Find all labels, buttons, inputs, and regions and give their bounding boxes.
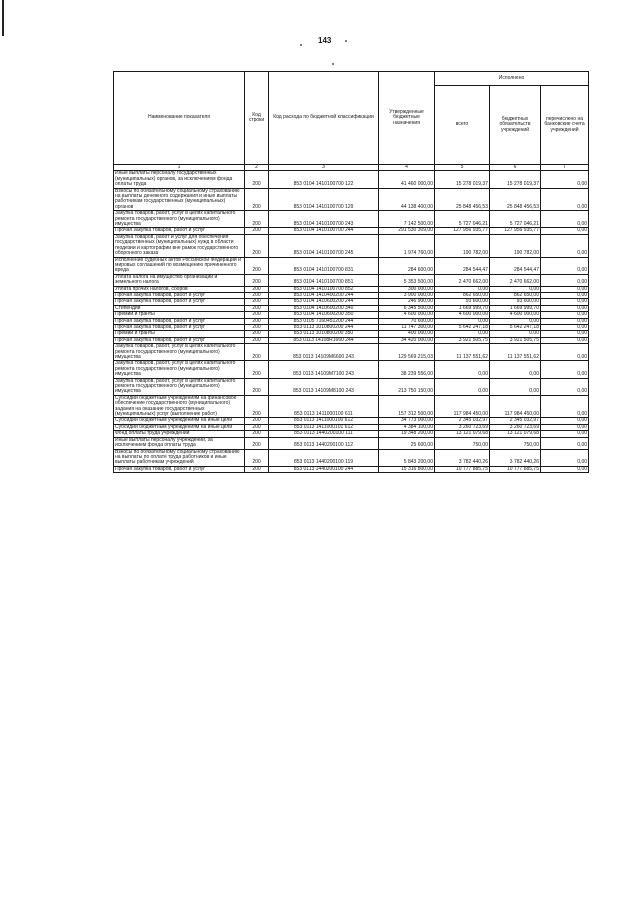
row-line-code: 200 — [245, 431, 269, 437]
row-expense-code: 853 0104 1410100700 243 — [269, 211, 379, 228]
row-expense-code: 853 0104 1410100700 852 — [269, 286, 379, 292]
row-name: Взносы по обязательному социальному страхованию на выплаты денежного содержания и иные выплаты работникам государственных (муниципальных) органов — [114, 188, 245, 211]
column-number: 6 — [490, 165, 541, 171]
row-line-code: 200 — [245, 305, 269, 311]
row-name: Иные выплаты персоналу учреждений, за исключением фонда оплаты труда — [114, 437, 245, 449]
row-total: 5 642 247,18 — [435, 324, 490, 330]
row-expense-code: 853 0104 1410600200 340 — [269, 305, 379, 311]
row-total: 10 777 885,75 — [435, 466, 490, 472]
row-budget-obligations: 284 544,47 — [490, 257, 541, 274]
row-approved: 15 316 800,00 — [379, 466, 435, 472]
row-expense-code: 853 0113 14109М7100 243 — [269, 361, 379, 378]
row-name: Фонд оплаты труда учреждений — [114, 431, 245, 437]
row-bank-accounts: 0,00 — [541, 344, 589, 361]
table-row — [114, 234, 589, 257]
column-number: 1 — [114, 165, 245, 171]
row-approved: 19 348 200,00 — [379, 431, 435, 437]
row-expense-code: 853 0104 1410600200 350 — [269, 312, 379, 318]
row-budget-obligations: 0,00 — [490, 318, 541, 324]
row-approved: 41 460 000,00 — [379, 171, 435, 188]
table-row — [114, 274, 589, 286]
row-name: Закупка товаров, работ, услуг в целях капитального ремонта государственного (муниципального) имущества — [114, 361, 245, 378]
row-name: Прочая закупка товаров, работ и услуг — [114, 228, 245, 234]
column-number: 5 — [435, 165, 490, 171]
row-bank-accounts: 0,00 — [541, 228, 589, 234]
header-approved: Утвержденные бюджетные назначения — [379, 72, 435, 165]
row-expense-code: 853 0104 1410600200 244 — [269, 299, 379, 305]
header-bank-accounts: перечислено на банковские счета учреждений — [541, 86, 589, 165]
row-name: Прочая закупка товаров, работ и услуг — [114, 318, 245, 324]
row-approved: 70 600,00 — [379, 318, 435, 324]
row-name: Прочая закупка товаров, работ и услуг — [114, 324, 245, 330]
header-budget-obligations: бюджетных обязательств учреждений — [490, 86, 541, 165]
row-approved: 25 600,00 — [379, 437, 435, 449]
row-bank-accounts: 0,00 — [541, 257, 589, 274]
row-approved: 7 142 500,00 — [379, 211, 435, 228]
row-expense-code: 853 0104 1410400200 244 — [269, 292, 379, 298]
row-line-code: 200 — [245, 418, 269, 424]
row-total: 284 544,47 — [435, 257, 490, 274]
table-row — [114, 361, 589, 378]
row-total: 3 921 505,75 — [435, 337, 490, 343]
row-total: 11 137 551,62 — [435, 344, 490, 361]
row-approved: 11 747 300,00 — [379, 324, 435, 330]
row-budget-obligations: 3 260 723,69 — [490, 424, 541, 430]
page-number: 143 — [318, 36, 332, 45]
row-expense-code: 853 0104 1410100700 831 — [269, 257, 379, 274]
row-bank-accounts: 0,00 — [541, 171, 589, 188]
row-expense-code: 853 0113 1411000100 612 — [269, 418, 379, 424]
row-budget-obligations: 190 782,00 — [490, 234, 541, 257]
row-total: 117 984 450,00 — [435, 395, 490, 418]
row-total: 0,00 — [435, 361, 490, 378]
row-expense-code: 853 0113 14109М8100 243 — [269, 378, 379, 395]
row-expense-code: 853 0104 1410100700 129 — [269, 188, 379, 211]
row-total: 93 600,00 — [435, 299, 490, 305]
row-total: 13 121 079,68 — [435, 431, 490, 437]
row-expense-code: 853 0113 1440200100 244 — [269, 466, 379, 472]
row-expense-code: 853 0113 14108R1660 244 — [269, 337, 379, 343]
table-row — [114, 449, 589, 466]
row-line-code: 200 — [245, 331, 269, 337]
row-name: Прочая закупка товаров, работ и услуг — [114, 466, 245, 472]
row-name: Субсидии бюджетным учреждениям на иные цели — [114, 424, 245, 430]
row-bank-accounts: 0,00 — [541, 286, 589, 292]
row-approved: 246 900,00 — [379, 299, 435, 305]
scan-speck — [332, 63, 334, 65]
row-total: 0,00 — [435, 318, 490, 324]
row-line-code: 200 — [245, 188, 269, 211]
row-name: Закупка товаров, работ, услуг в целях капитального ремонта государственного (муниципального) имущества — [114, 344, 245, 361]
row-approved: 1 974 760,00 — [379, 234, 435, 257]
row-approved: 6 345 500,00 — [379, 305, 435, 311]
row-line-code: 200 — [245, 274, 269, 286]
row-budget-obligations: 0,00 — [490, 331, 541, 337]
row-bank-accounts: 0,00 — [541, 211, 589, 228]
row-line-code: 200 — [245, 286, 269, 292]
row-budget-obligations: 117 984 450,00 — [490, 395, 541, 418]
row-name: Стипендии — [114, 305, 245, 311]
row-expense-code: 853 0113 1010800200 244 — [269, 324, 379, 330]
row-total: 862 650,00 — [435, 292, 490, 298]
row-bank-accounts: 0,00 — [541, 337, 589, 343]
row-approved: 3 900 000,00 — [379, 292, 435, 298]
row-budget-obligations: 1 669 999,70 — [490, 305, 541, 311]
row-bank-accounts: 0,00 — [541, 449, 589, 466]
row-expense-code: 853 0104 1410100700 244 — [269, 228, 379, 234]
row-name: Закупка товаров, работ и услуг для обеспечения государственных (муниципальных) нужд в области геодезии и картографии вне рамок государственного оборонного заказа — [114, 234, 245, 257]
row-name: Субсидии бюджетным учреждениям на иные цели — [114, 418, 245, 424]
table-row — [114, 395, 589, 418]
header-total: всего — [435, 86, 490, 165]
row-budget-obligations: 3 921 505,75 — [490, 337, 541, 343]
header-name: Наименование показателя — [114, 72, 245, 165]
row-expense-code: 853 0104 1410100700 851 — [269, 274, 379, 286]
header-executed: Исполнено — [435, 72, 589, 86]
row-approved: 284 600,00 — [379, 257, 435, 274]
row-name: Исполнение судебных актов Российской Федерации и мировых соглашений по возмещению причиненного вреда — [114, 257, 245, 274]
row-approved: 4 384 100,00 — [379, 424, 435, 430]
row-line-code: 200 — [245, 449, 269, 466]
table-row — [114, 466, 589, 472]
row-total: 0,00 — [435, 286, 490, 292]
row-approved: 38 239 556,00 — [379, 361, 435, 378]
row-total: 1 669 999,70 — [435, 305, 490, 311]
row-line-code: 200 — [245, 361, 269, 378]
row-expense-code: 853 0113 1440200100 112 — [269, 437, 379, 449]
row-line-code: 200 — [245, 378, 269, 395]
row-expense-code: 853 0104 1410100700 122 — [269, 171, 379, 188]
row-bank-accounts: 0,00 — [541, 312, 589, 318]
row-bank-accounts: 0,00 — [541, 305, 589, 311]
row-approved: 4 600 000,00 — [379, 312, 435, 318]
row-line-code: 200 — [245, 257, 269, 274]
row-line-code: 200 — [245, 337, 269, 343]
row-bank-accounts: 0,00 — [541, 324, 589, 330]
row-bank-accounts: 0,00 — [541, 361, 589, 378]
row-approved: 5 353 500,00 — [379, 274, 435, 286]
row-total: 4 600 000,00 — [435, 312, 490, 318]
table-row — [114, 257, 589, 274]
row-budget-obligations: 2 470 662,00 — [490, 274, 541, 286]
header-expense-code: Код расхода по бюджетной классификации — [269, 72, 379, 165]
row-budget-obligations: 750,00 — [490, 437, 541, 449]
row-budget-obligations: 93 600,00 — [490, 299, 541, 305]
row-bank-accounts: 0,00 — [541, 378, 589, 395]
row-bank-accounts: 0,00 — [541, 424, 589, 430]
row-name: Прочая закупка товаров, работ и услуг — [114, 337, 245, 343]
column-number: 3 — [269, 165, 379, 171]
row-line-code: 200 — [245, 395, 269, 418]
table-row — [114, 211, 589, 228]
row-bank-accounts: 0,00 — [541, 395, 589, 418]
row-line-code: 200 — [245, 466, 269, 472]
row-expense-code: 853 0113 14109М6600 243 — [269, 344, 379, 361]
row-total: 5 727 046,21 — [435, 211, 490, 228]
row-bank-accounts: 0,00 — [541, 331, 589, 337]
row-line-code: 200 — [245, 211, 269, 228]
row-total: 750,00 — [435, 437, 490, 449]
row-name: Премии и гранты — [114, 331, 245, 337]
row-line-code: 200 — [245, 424, 269, 430]
row-name: Уплата налога на имущество организаций и земельного налога — [114, 274, 245, 286]
row-approved: 34 420 000,00 — [379, 337, 435, 343]
table-row — [114, 378, 589, 395]
row-bank-accounts: 0,00 — [541, 188, 589, 211]
row-name: Уплата прочих налогов, сборов — [114, 286, 245, 292]
header-line-code: Код строки — [245, 72, 269, 165]
row-bank-accounts: 0,00 — [541, 292, 589, 298]
row-approved: 300 000,00 — [379, 286, 435, 292]
row-name: Взносы по обязательному социальному страхованию на выплаты по оплате труда работников и иные выплаты работникам учреждений — [114, 449, 245, 466]
column-number: 7 — [541, 165, 589, 171]
budget-execution-table — [113, 71, 589, 473]
row-budget-obligations: 0,00 — [490, 378, 541, 395]
row-budget-obligations: 127 956 935,77 — [490, 228, 541, 234]
table-row — [114, 437, 589, 449]
row-line-code: 200 — [245, 234, 269, 257]
scan-margin-line — [2, 0, 4, 36]
row-approved: 400 000,00 — [379, 331, 435, 337]
row-expense-code: 853 0113 1411000101 612 — [269, 424, 379, 430]
table-row — [114, 188, 589, 211]
row-bank-accounts: 0,00 — [541, 274, 589, 286]
row-budget-obligations: 4 600 000,00 — [490, 312, 541, 318]
row-total: 0,00 — [435, 378, 490, 395]
scan-speck — [300, 44, 302, 46]
row-total: 127 956 935,77 — [435, 228, 490, 234]
column-number: 4 — [379, 165, 435, 171]
row-expense-code: 853 0113 1010800200 350 — [269, 331, 379, 337]
row-approved: 5 843 200,00 — [379, 449, 435, 466]
row-name: Закупка товаров, работ, услуг в целях капитального ремонта государственного (муниципального) имущества — [114, 211, 245, 228]
row-name: Прочая закупка товаров, работ и услуг — [114, 299, 245, 305]
row-line-code: 200 — [245, 318, 269, 324]
row-total: 15 278 019,37 — [435, 171, 490, 188]
row-approved: 291 530 309,00 — [379, 228, 435, 234]
row-bank-accounts: 0,00 — [541, 466, 589, 472]
table-row — [114, 344, 589, 361]
row-name: Субсидии бюджетным учреждениям на финансовое обеспечение государственного (муниципального) задания на оказание государственных (муниципальных) услуг (выполнение работ) — [114, 395, 245, 418]
row-total: 2 345 032,97 — [435, 418, 490, 424]
row-line-code: 200 — [245, 312, 269, 318]
row-line-code: 200 — [245, 228, 269, 234]
scan-speck — [345, 40, 347, 42]
row-line-code: 200 — [245, 171, 269, 188]
row-budget-obligations: 25 848 456,53 — [490, 188, 541, 211]
row-line-code: 200 — [245, 292, 269, 298]
row-approved: 44 138 400,00 — [379, 188, 435, 211]
row-budget-obligations: 11 137 551,62 — [490, 344, 541, 361]
row-total: 0,00 — [435, 331, 490, 337]
row-bank-accounts: 0,00 — [541, 431, 589, 437]
row-approved: 129 569 215,03 — [379, 344, 435, 361]
row-approved: 157 312 500,00 — [379, 395, 435, 418]
row-total: 3 260 723,69 — [435, 424, 490, 430]
row-name: Премии и гранты — [114, 312, 245, 318]
column-number: 2 — [245, 165, 269, 171]
row-budget-obligations: 13 121 079,68 — [490, 431, 541, 437]
row-line-code: 200 — [245, 437, 269, 449]
row-expense-code: 853 0105 7160451200 244 — [269, 318, 379, 324]
row-expense-code: 853 0104 1410100700 245 — [269, 234, 379, 257]
row-bank-accounts: 0,00 — [541, 234, 589, 257]
row-bank-accounts: 0,00 — [541, 437, 589, 449]
row-budget-obligations: 5 727 046,21 — [490, 211, 541, 228]
row-budget-obligations: 0,00 — [490, 361, 541, 378]
row-total: 3 782 440,26 — [435, 449, 490, 466]
row-budget-obligations: 5 642 247,18 — [490, 324, 541, 330]
row-line-code: 200 — [245, 324, 269, 330]
row-name: Закупка товаров, работ, услуг в целях капитального ремонта государственного (муниципального) имущества — [114, 378, 245, 395]
row-total: 25 848 456,53 — [435, 188, 490, 211]
row-budget-obligations: 862 650,00 — [490, 292, 541, 298]
row-total: 2 470 662,00 — [435, 274, 490, 286]
row-budget-obligations: 2 345 032,97 — [490, 418, 541, 424]
row-budget-obligations: 10 777 885,75 — [490, 466, 541, 472]
row-name: Прочая закупка товаров, работ и услуг — [114, 292, 245, 298]
row-approved: 213 750 150,00 — [379, 378, 435, 395]
row-budget-obligations: 15 278 019,37 — [490, 171, 541, 188]
row-expense-code: 853 0113 1440200100 119 — [269, 449, 379, 466]
table-row — [114, 171, 589, 188]
row-expense-code: 853 0113 1411000100 611 — [269, 395, 379, 418]
row-approved: 34 773 000,00 — [379, 418, 435, 424]
row-line-code: 200 — [245, 344, 269, 361]
row-expense-code: 853 0113 1440200100 111 — [269, 431, 379, 437]
row-bank-accounts: 0,00 — [541, 418, 589, 424]
row-budget-obligations: 3 782 440,26 — [490, 449, 541, 466]
row-total: 190 782,00 — [435, 234, 490, 257]
row-budget-obligations: 0,00 — [490, 286, 541, 292]
table-body — [114, 171, 589, 473]
row-bank-accounts: 0,00 — [541, 318, 589, 324]
row-bank-accounts: 0,00 — [541, 299, 589, 305]
row-name: Иные выплаты персоналу государственных (муниципальных) органов, за исключением фонда оплаты труда — [114, 171, 245, 188]
row-line-code: 200 — [245, 299, 269, 305]
